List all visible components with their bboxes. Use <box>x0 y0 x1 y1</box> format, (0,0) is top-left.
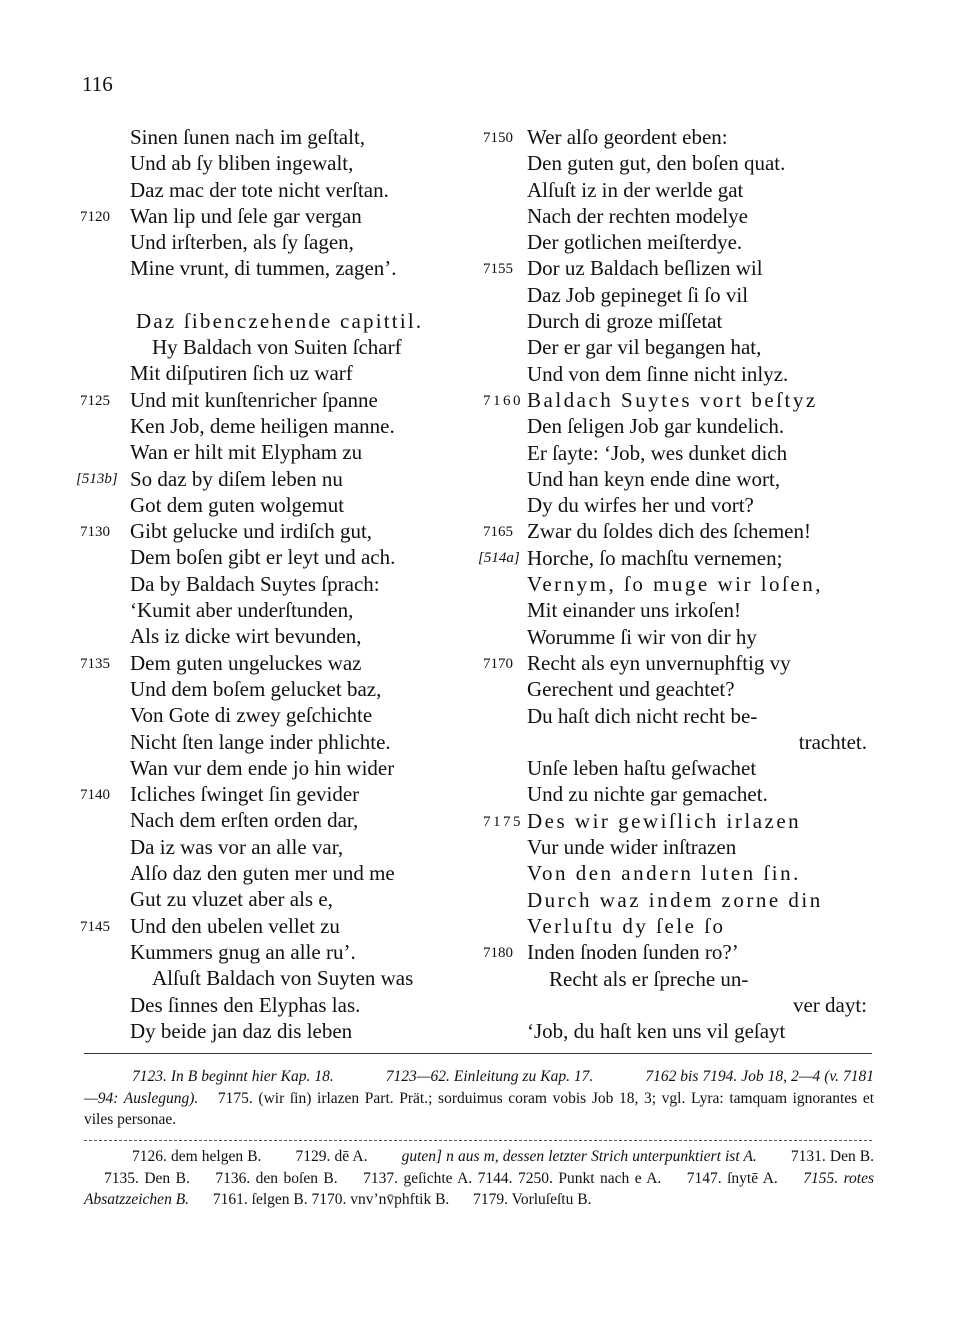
verse-text: Mit einander uns irkoſen! <box>527 598 742 623</box>
verse-text: Und mit kunſtenricher ſpanne <box>130 387 378 412</box>
verse-text: Dy du wirfes her und vort? <box>527 493 754 518</box>
verse-text: Wan vur dem ende jo hin wider <box>130 755 395 780</box>
verse-line <box>527 834 872 860</box>
verse-line <box>527 729 867 755</box>
verse-text: Alſuſt Baldach von Suyten was <box>152 966 414 991</box>
verse-text: Alſo daz den guten mer und me <box>130 861 395 886</box>
verse-line <box>478 545 872 571</box>
verse-line <box>527 781 872 807</box>
verse-line <box>130 860 480 886</box>
verse-text: Dem boſen gibt er leyt und ach. <box>130 545 396 570</box>
verse-text: Wan er hilt mit Elypham zu <box>130 440 363 465</box>
note: 7123. In B beginnt hier Kap. 18. <box>132 1068 334 1085</box>
note: 7179. Vorluſeſtu B. <box>473 1191 592 1208</box>
line-number: 7130 <box>80 524 110 541</box>
verse-text: Daz ſibenczehende capittil. <box>136 308 424 333</box>
verse-text: Daz Job gepineget ſi ſo vil <box>527 282 749 307</box>
verse-text: Gerechent und geachtet? <box>527 677 735 702</box>
verse-line <box>130 229 480 255</box>
verse-line <box>130 834 480 860</box>
verse-line <box>130 150 480 176</box>
verse-text: Hy Baldach von Suiten ſcharf <box>152 335 402 360</box>
verse-text: ‘Kumit aber underſtunden, <box>130 598 354 623</box>
verse-line <box>130 965 480 991</box>
line-number: 7170 <box>483 655 513 672</box>
verse-text: Du haſt dich nicht recht be- <box>527 703 758 728</box>
verse-line <box>130 334 480 360</box>
verse-line <box>130 492 480 518</box>
verse-text: Der er gar vil begangen hat, <box>527 335 762 360</box>
note: 7131. Den B. <box>790 1148 875 1165</box>
verse-text: Got dem guten wolgemut <box>130 492 345 517</box>
verse-text: Und dem boſem gelucket baz, <box>130 676 382 701</box>
verse-text: Dy beide jan daz dis leben <box>130 1018 353 1043</box>
verse-line <box>483 650 872 676</box>
verse-line <box>80 650 480 676</box>
verse-text: So daz by diſem leben nu <box>130 466 343 491</box>
verse-line <box>527 676 872 702</box>
note: 7170. vnv’nv̄phftik B. <box>311 1191 450 1208</box>
verse-text: Da iz was vor an alle var, <box>130 834 344 859</box>
verse-line <box>527 466 872 492</box>
verse-line <box>527 229 872 255</box>
line-number: 7120 <box>80 208 110 225</box>
verse-line <box>130 939 480 965</box>
verse-line <box>130 439 480 465</box>
verse-text: Recht als er ſpreche un- <box>549 966 749 991</box>
verse-line <box>130 124 480 150</box>
verse-text: Da by Baldach Suytes ſprach: <box>130 571 380 596</box>
verse-text: Verluſtu dy ſele ſo <box>527 913 726 938</box>
verse-line <box>527 334 872 360</box>
verse-line <box>130 886 480 912</box>
verse-line <box>527 1018 872 1044</box>
verse-line <box>130 729 480 755</box>
verse-line <box>483 939 872 965</box>
note: 7123—62. Einleitung zu Kap. 17. <box>385 1068 594 1085</box>
verse-line <box>527 177 872 203</box>
verse-column-left <box>76 124 480 1044</box>
verse-text: Unſe leben haſtu geſwachet <box>527 756 757 781</box>
note: 7137. geſichte A. <box>363 1169 473 1187</box>
verse-line <box>130 413 480 439</box>
note: guten] n aus m, dessen letzter Strich unterpunktiert ist A. <box>401 1148 757 1165</box>
verse-line <box>80 203 480 229</box>
verse-text: Ken Job, deme heiligen manne. <box>130 413 395 438</box>
verse-line <box>527 361 872 387</box>
page-number: 116 <box>82 72 113 96</box>
folio-mark: [513b] <box>76 470 118 487</box>
verse-text: Und han keyn ende dine wort, <box>527 466 781 491</box>
verse-text: Icliches ſwinget ſin gevider <box>130 782 360 807</box>
verse-text: Nicht ſten lange inder phlichte. <box>130 729 391 754</box>
verse-line <box>527 203 872 229</box>
verse-text: Mine vrunt, di tummen, zagen’. <box>130 256 397 281</box>
verse-line <box>527 755 872 781</box>
verse-line <box>483 518 872 544</box>
verse-line <box>527 913 872 939</box>
verse-text: trachtet. <box>798 729 867 754</box>
verse-text: Wan lip und ſele gar vergan <box>130 203 362 228</box>
verse-text: Worumme ſi wir von dir hy <box>527 624 757 649</box>
verse-line <box>527 992 867 1018</box>
verse-line <box>483 255 872 281</box>
verse-line <box>80 518 480 544</box>
verse-line <box>130 255 480 281</box>
footnote-rule <box>84 1053 872 1054</box>
verse-line <box>483 808 872 834</box>
verse-text: Als iz dicke wirt bevunden, <box>130 624 362 649</box>
line-number: 7145 <box>80 918 110 935</box>
verse-text: Alſuſt iz in der werlde gat <box>527 177 744 202</box>
verse-text: Und den ubelen vellet zu <box>130 913 340 938</box>
verse-line <box>130 755 480 781</box>
verse-line <box>130 1018 480 1044</box>
verse-text: Von den andern luten ſin. <box>527 861 801 886</box>
verse-line <box>527 624 872 650</box>
verse-line <box>527 150 872 176</box>
verse-text: Und zu nichte gar gemachet. <box>527 782 768 807</box>
verse-line <box>527 413 872 439</box>
apparatus-rule <box>84 1140 872 1141</box>
section-gap <box>130 282 480 308</box>
verse-text: Kummers gnug an alle ru’. <box>130 939 356 964</box>
verse-line <box>130 360 480 386</box>
verse-text: Sinen ſunen nach im geſtalt, <box>130 125 366 149</box>
line-number: 7165 <box>483 524 513 541</box>
apparatus-notes <box>84 1146 874 1211</box>
verse-line <box>527 887 872 913</box>
verse-text: Des wir gewiſlich irlazen <box>527 808 802 833</box>
verse-text: Dem guten ungeluckes waz <box>130 650 362 675</box>
commentary-notes <box>84 1066 874 1131</box>
verse-line <box>80 781 480 807</box>
verse-text: Gibt gelucke und irdiſch gut, <box>130 519 373 544</box>
note: 7126. dem helgen B. <box>132 1148 262 1165</box>
verse-text: Mit diſputiren ſich uz warf <box>130 361 353 386</box>
verse-text: Und irſterben, als ſy ſagen, <box>130 230 354 255</box>
verse-line <box>527 703 872 729</box>
line-number: 7150 <box>483 130 513 146</box>
verse-text: Vernym, ſo muge wir loſen, <box>527 572 823 597</box>
line-number: 7155 <box>483 261 513 278</box>
verse-line <box>527 571 872 597</box>
verse-text: Recht als eyn unvernuphftig vy <box>527 650 791 675</box>
note: 7175. (wir ſin) irlazen Part. Prät.; sorduimus coram vobis Job 18, 3; vgl. Lyra: tamquam ignorantes et viles personae. <box>84 1089 875 1128</box>
note: 7147. ſnytē A. <box>686 1169 778 1187</box>
verse-text: Des ſinnes den Elyphas las. <box>130 992 361 1017</box>
verse-line <box>527 440 872 466</box>
verse-text: ver dayt: <box>792 992 867 1017</box>
verse-text: Durch waz indem zorne din <box>527 887 823 912</box>
verse-line <box>527 308 872 334</box>
verse-line <box>130 544 480 570</box>
verse-line <box>527 597 872 623</box>
verse-text: Horche, ſo machſtu vernemen; <box>527 545 783 570</box>
note: 7162 bis 7194. Job 18, 2—4 (v. 7181—94: Auslegung). <box>84 1068 875 1107</box>
verse-text: ‘Job, du haſt ken uns vil geſayt <box>527 1019 786 1044</box>
line-number: 7180 <box>483 945 513 962</box>
verse-line <box>483 387 872 413</box>
line-number: 7160 <box>483 392 523 409</box>
verse-text: Und von dem ſinne nicht inlyz. <box>527 361 789 386</box>
verse-text: Er ſayte: ‘Job, wes dunket dich <box>527 440 788 465</box>
verse-text: Gut zu vluzet aber als e, <box>130 887 333 912</box>
verse-text: Von Gote di zwey geſchichte <box>130 703 373 728</box>
verse-text: Dor uz Baldach beſlizen wil <box>527 256 763 281</box>
note: 7155. rotes Absatzzeichen B. <box>84 1169 875 1208</box>
verse-column-right <box>478 124 872 1044</box>
verse-text: Nach der rechten modelye <box>527 203 748 228</box>
verse-line <box>80 387 480 413</box>
verse-text: Durch di groze miſſetat <box>527 309 723 334</box>
note: 7136. den boſen B. <box>215 1169 338 1187</box>
verse-line <box>130 676 480 702</box>
verse-text: Vur unde wider inſtrazen <box>527 835 737 860</box>
verse-text: Den guten gut, den boſen quat. <box>527 151 786 176</box>
verse-text: Wer alſo geordent eben: <box>527 125 728 149</box>
verse-text: Inden ſnoden ſunden ro?’ <box>527 940 739 965</box>
line-number: 7140 <box>80 787 110 804</box>
verse-text: Zwar du ſoldes dich des ſchemen! <box>527 519 811 544</box>
verse-line <box>76 466 480 492</box>
verse-text: Der gotlichen meiſterdye. <box>527 230 743 255</box>
note: 7129. dē A. <box>295 1148 368 1165</box>
verse-line <box>527 860 872 886</box>
note: 7161. ſelgen B. <box>212 1191 308 1208</box>
verse-line <box>130 597 480 623</box>
verse-text: Nach dem erſten orden dar, <box>130 808 359 833</box>
line-number: 7135 <box>80 655 110 672</box>
verse-text: Baldach Suytes vort beſtyz <box>527 387 818 412</box>
verse-line <box>527 492 872 518</box>
verse-line <box>130 992 480 1018</box>
verse-line <box>130 571 480 597</box>
folio-mark: [514a] <box>478 549 520 566</box>
verse-line <box>130 623 480 649</box>
note: 7135. Den B. <box>104 1169 190 1187</box>
note: 7144. 7250. Punkt nach e A. <box>477 1169 662 1187</box>
verse-line <box>130 177 480 203</box>
verse-line <box>80 913 480 939</box>
verse-line <box>527 282 872 308</box>
verse-line <box>527 966 872 992</box>
chapter-heading <box>130 308 480 334</box>
verse-line <box>130 807 480 833</box>
verse-line <box>483 124 872 150</box>
verse-text: Den ſeligen Job gar kundelich. <box>527 414 785 439</box>
line-number: 7125 <box>80 392 110 409</box>
verse-line <box>130 702 480 728</box>
line-number: 7175 <box>483 813 523 830</box>
verse-text: Und ab ſy bliben ingewalt, <box>130 151 354 176</box>
verse-text: Daz mac der tote nicht verſtan. <box>130 177 389 202</box>
